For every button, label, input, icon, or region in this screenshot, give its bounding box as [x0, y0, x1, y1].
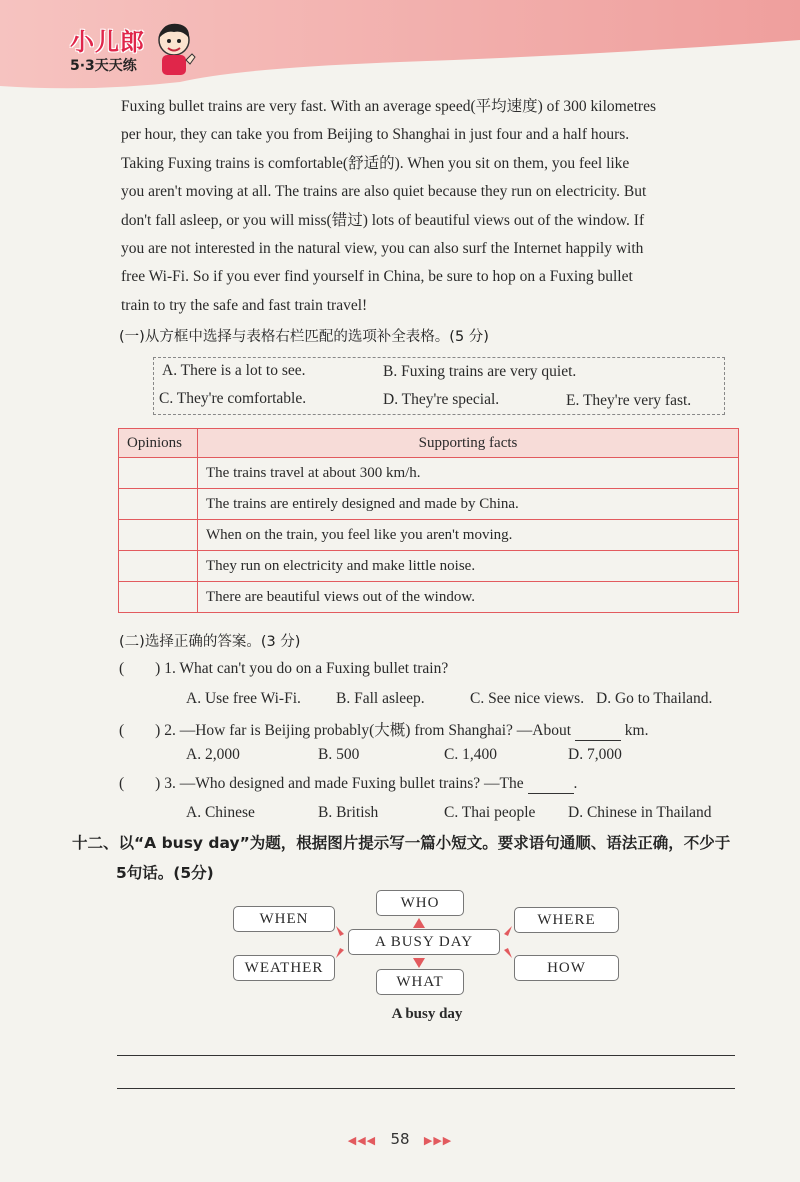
- choice-2b[interactable]: B. 500: [318, 746, 360, 763]
- box-where: WHERE: [514, 907, 619, 933]
- arrow-up-icon: [413, 918, 425, 928]
- question-stem-end: .: [573, 775, 578, 792]
- choice-2d[interactable]: D. 7,000: [568, 746, 622, 763]
- answer-paren[interactable]: ( ): [119, 775, 161, 792]
- passage-line: don't fall asleep, or you will miss(错过) lots of beautiful views out of the window. If: [121, 211, 645, 229]
- header-opinions: Opinions: [119, 429, 198, 458]
- passage-line: Fuxing bullet trains are very fast. With an average speed(平均速度) of 300 kilometres: [121, 98, 656, 115]
- writing-line[interactable]: [117, 1088, 735, 1089]
- choice-1b[interactable]: B. Fall asleep.: [336, 690, 425, 707]
- header-supporting-facts: Supporting facts: [198, 429, 739, 458]
- arrow-upleft-icon: [336, 926, 344, 936]
- fact-cell: The trains are entirely designed and made by China.: [198, 489, 739, 520]
- option-b: B. Fuxing trains are very quiet.: [383, 363, 577, 380]
- fact-cell: The trains travel at about 300 km/h.: [198, 458, 739, 489]
- option-d: D. They're special.: [383, 391, 500, 408]
- answer-paren[interactable]: ( ): [119, 722, 161, 739]
- box-how: HOW: [514, 955, 619, 981]
- arrow-down-icon: [413, 958, 425, 968]
- passage-line: free Wi-Fi. So if you ever find yourself in China, be sure to hop on a Fuxing bullet: [121, 268, 633, 286]
- choice-2c[interactable]: C. 1,400: [444, 746, 497, 763]
- arrow-downleft-icon: [336, 948, 344, 958]
- choice-3b[interactable]: B. British: [318, 804, 379, 821]
- arrow-upright-icon: [504, 926, 512, 936]
- box-what: WHAT: [376, 969, 464, 995]
- passage-line: you aren't moving at all. The trains are also quiet because they run on electricity. But: [121, 183, 647, 201]
- choice-1a[interactable]: A. Use free Wi-Fi.: [186, 690, 301, 707]
- passage-line: Taking Fuxing trains is comfortable(舒适的). When you sit on them, you feel like: [121, 154, 630, 172]
- fact-cell: There are beautiful views out of the window.: [198, 582, 739, 613]
- choice-3a[interactable]: A. Chinese: [186, 804, 255, 821]
- writing-prompt-line: 5句话。(5分): [116, 864, 214, 882]
- choice-2a[interactable]: A. 2,000: [186, 746, 240, 763]
- arrow-downright-icon: [504, 948, 512, 958]
- part2-title: (二)选择正确的答案。(3 分): [119, 634, 301, 650]
- page-footer: [0, 1130, 800, 1148]
- page-number: 58: [390, 1130, 410, 1148]
- box-when: WHEN: [233, 906, 335, 932]
- fact-cell: They run on electricity and make little noise.: [198, 551, 739, 582]
- question-stem: 1. What can't you do on a Fuxing bullet train?: [164, 660, 449, 677]
- choice-3c[interactable]: C. Thai people: [444, 804, 536, 821]
- fact-cell: When on the train, you feel like you aren't moving.: [198, 520, 739, 551]
- writing-prompt-line: 十二、以“A busy day”为题，根据图片提示写一篇小短文。要求语句通顺、语法正确，不少于: [72, 834, 731, 852]
- answer-paren[interactable]: ( ): [119, 660, 161, 677]
- passage-line: you are not interested in the natural view, you can also surf the Internet happily with: [121, 240, 644, 258]
- option-c: C. They're comfortable.: [159, 390, 307, 407]
- question-stem: 3. —Who designed and made Fuxing bullet trains? —The: [164, 775, 524, 792]
- writing-line[interactable]: [117, 1055, 735, 1056]
- mindmap-caption: A busy day: [391, 1006, 463, 1022]
- part1-title: (一)从方框中选择与表格右栏匹配的选项补全表格。(5 分): [119, 329, 489, 345]
- box-center: A BUSY DAY: [348, 929, 500, 955]
- option-e: E. They're very fast.: [566, 392, 692, 409]
- box-weather: WEATHER: [233, 955, 335, 981]
- question-stem: 2. —How far is Beijing probably(大概) from Shanghai? —About: [164, 722, 572, 739]
- box-who: WHO: [376, 890, 464, 916]
- choice-1d[interactable]: D. Go to Thailand.: [596, 690, 713, 707]
- passage-line: train to try the safe and fast train travel!: [121, 296, 368, 314]
- left-arrows-icon: ◀◀◀: [347, 1134, 377, 1147]
- right-arrows-icon: ▶▶▶: [423, 1134, 453, 1147]
- logo-title: 小儿郎: [70, 28, 145, 56]
- choice-3d[interactable]: D. Chinese in Thailand: [568, 804, 712, 821]
- option-a: A. There is a lot to see.: [162, 362, 306, 379]
- choice-1c[interactable]: C. See nice views.: [470, 690, 585, 707]
- passage-line: per hour, they can take you from Beijing to Shanghai in just four and a half hours.: [121, 126, 630, 144]
- question-stem-end: km.: [624, 722, 649, 739]
- logo-subtitle: 5·3天天练: [70, 58, 137, 74]
